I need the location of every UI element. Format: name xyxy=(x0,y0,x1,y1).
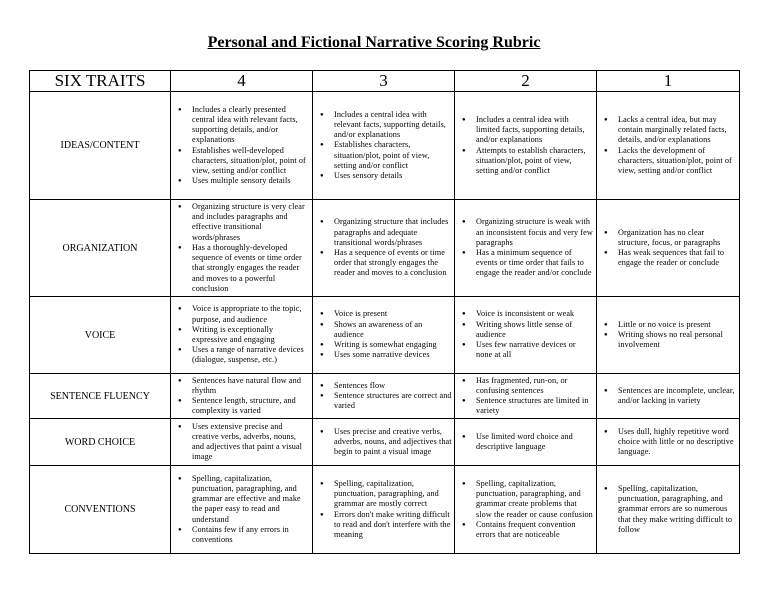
criterion-item: ● Organizing structure that includes paragraphs and adequate transitional words/phrases xyxy=(334,217,452,248)
criterion-item: ● Organizing structure is very clear and includes paragraphs and effective transitional words/phrases xyxy=(192,202,310,243)
score-2-cell xyxy=(455,419,597,466)
criteria-list xyxy=(455,376,596,417)
criterion-item: ● Spelling, capitalization, punctuation, paragraphing, and grammar are effective and make the paper easy to read and understand xyxy=(192,474,310,525)
criterion-item: ● Establishes characters, situation/plot, point of view, setting and/or conflict xyxy=(334,140,452,171)
criterion-item: ● Shows an awareness of an audience xyxy=(334,320,452,340)
criteria-list xyxy=(313,479,454,540)
criterion-item: ● Uses few narrative devices or none at all xyxy=(476,340,594,360)
score-3-cell xyxy=(313,374,455,419)
score-3-cell xyxy=(313,92,455,200)
criterion-item: ● Has a minimum sequence of events or time order that fails to engage the reader and/or conclude xyxy=(476,248,594,279)
criterion-item: ● Writing is somewhat engaging xyxy=(334,340,452,350)
criterion-item: ● Has a thoroughly-developed sequence of events or time order that strongly engages the reader and moves to a powerful conclusion xyxy=(192,243,310,294)
score-4-cell xyxy=(171,297,313,374)
trait-label: WORD CHOICE xyxy=(30,419,171,466)
score-1-cell xyxy=(597,374,740,419)
criterion-item: ● Spelling, capitalization, punctuation, paragraphing, and grammar create problems that slow the reader or cause confusion xyxy=(476,479,594,520)
criterion-item: ● Includes a clearly presented central idea with relevant facts, supporting details, and/or explanations xyxy=(192,105,310,146)
criteria-list xyxy=(597,427,739,458)
header-score-4: 4 xyxy=(171,71,313,92)
criterion-item: ● Has fragmented, run-on, or confusing sentences xyxy=(476,376,594,396)
criteria-list xyxy=(597,484,739,535)
criterion-item: ● Contains few if any errors in conventions xyxy=(192,525,310,545)
criterion-item: ● Organization has no clear structure, focus, or paragraphs xyxy=(618,228,737,248)
score-4-cell xyxy=(171,92,313,200)
score-4-cell xyxy=(171,419,313,466)
criteria-list xyxy=(597,386,739,406)
criterion-item: ● Uses extensive precise and creative verbs, adverbs, nouns, and adjectives that paint a visual image xyxy=(192,422,310,463)
score-1-cell xyxy=(597,200,740,297)
rubric-row xyxy=(30,374,740,419)
criteria-list xyxy=(313,309,454,360)
scoring-rubric-table xyxy=(29,70,740,554)
score-1-cell xyxy=(597,466,740,554)
criteria-list xyxy=(313,427,454,458)
header-score-1: 1 xyxy=(597,71,740,92)
criteria-list xyxy=(171,304,312,365)
trait-label: VOICE xyxy=(30,297,171,374)
criterion-item: ● Uses multiple sensory details xyxy=(192,176,310,186)
criteria-list xyxy=(171,376,312,417)
criterion-item: ● Sentences have natural flow and rhythm xyxy=(192,376,310,396)
trait-label: IDEAS/CONTENT xyxy=(30,92,171,200)
score-4-cell xyxy=(171,200,313,297)
criteria-list xyxy=(313,217,454,278)
header-six-traits: SIX TRAITS xyxy=(30,71,171,92)
criteria-list xyxy=(597,115,739,176)
criterion-item: ● Includes a central idea with relevant facts, supporting details, and/or explanations xyxy=(334,110,452,141)
score-3-cell xyxy=(313,466,455,554)
criteria-list xyxy=(455,115,596,176)
criteria-list xyxy=(171,202,312,294)
criterion-item: ● Has weak sequences that fail to engage the reader or conclude xyxy=(618,248,737,268)
criteria-list xyxy=(455,479,596,540)
rubric-row xyxy=(30,466,740,554)
criteria-list xyxy=(597,228,739,269)
criterion-item: ● Establishes well-developed characters, situation/plot, point of view, setting and/or conflict xyxy=(192,146,310,177)
criterion-item: ● Spelling, capitalization, punctuation, paragraphing, and grammar errors are so numerous that they make writing difficult to follow xyxy=(618,484,737,535)
criterion-item: ● Voice is inconsistent or weak xyxy=(476,309,594,319)
score-1-cell xyxy=(597,92,740,200)
score-2-cell xyxy=(455,297,597,374)
criterion-item: ● Organizing structure is weak with an inconsistent focus and very few paragraphs xyxy=(476,217,594,248)
criterion-item: ● Uses dull, highly repetitive word choice with little or no descriptive language. xyxy=(618,427,737,458)
criterion-item: ● Little or no voice is present xyxy=(618,320,737,330)
header-score-3: 3 xyxy=(313,71,455,92)
header-score-2: 2 xyxy=(455,71,597,92)
criterion-item: ● Sentences are incomplete, unclear, and/or lacking in variety xyxy=(618,386,737,406)
score-3-cell xyxy=(313,419,455,466)
score-3-cell xyxy=(313,297,455,374)
criterion-item: ● Writing shows no real personal involvement xyxy=(618,330,737,350)
score-2-cell xyxy=(455,92,597,200)
criterion-item: ● Uses sensory details xyxy=(334,171,452,181)
criterion-item: ● Uses precise and creative verbs, adverbs, nouns, and adjectives that begin to paint a visual image xyxy=(334,427,452,458)
document-title: Personal and Fictional Narrative Scoring Rubric xyxy=(207,34,541,51)
trait-label: SENTENCE FLUENCY xyxy=(30,374,171,419)
criteria-list xyxy=(455,432,596,452)
criteria-list xyxy=(171,105,312,187)
criterion-item: ● Attempts to establish characters, situation/plot, point of view, setting and/or conflict xyxy=(476,146,594,177)
rubric-row xyxy=(30,419,740,466)
criterion-item: ● Contains frequent convention errors that are noticeable xyxy=(476,520,594,540)
score-1-cell xyxy=(597,297,740,374)
criteria-list xyxy=(455,309,596,360)
score-3-cell xyxy=(313,200,455,297)
criterion-item: ● Includes a central idea with limited facts, supporting details, and/or explanations xyxy=(476,115,594,146)
criterion-item: ● Voice is appropriate to the topic, purpose, and audience xyxy=(192,304,310,324)
rubric-row xyxy=(30,200,740,297)
criteria-list xyxy=(171,474,312,545)
criterion-item: ● Sentence length, structure, and complexity is varied xyxy=(192,396,310,416)
criterion-item: ● Errors don't make writing difficult to read and don't interfere with the meaning xyxy=(334,510,452,541)
criterion-item: ● Writing is exceptionally expressive and engaging xyxy=(192,325,310,345)
criterion-item: ● Uses some narrative devices xyxy=(334,350,452,360)
criteria-list xyxy=(313,110,454,181)
criterion-item: ● Spelling, capitalization, punctuation, paragraphing, and grammar are mostly correct xyxy=(334,479,452,510)
score-4-cell xyxy=(171,466,313,554)
trait-label: ORGANIZATION xyxy=(30,200,171,297)
score-1-cell xyxy=(597,419,740,466)
criterion-item: ● Voice is present xyxy=(334,309,452,319)
criterion-item: ● Sentence structures are limited in variety xyxy=(476,396,594,416)
criterion-item: ● Use limited word choice and descriptive language xyxy=(476,432,594,452)
rubric-row xyxy=(30,297,740,374)
criteria-list xyxy=(597,320,739,351)
criteria-list xyxy=(313,381,454,412)
criterion-item: ● Lacks a central idea, but may contain marginally related facts, details, and/or explanations xyxy=(618,115,737,146)
rubric-row xyxy=(30,92,740,200)
criterion-item: ● Writing shows little sense of audience xyxy=(476,320,594,340)
criterion-item: ● Uses a range of narrative devices (dialogue, suspense, etc.) xyxy=(192,345,310,365)
trait-label: CONVENTIONS xyxy=(30,466,171,554)
score-4-cell xyxy=(171,374,313,419)
criterion-item: ● Has a sequence of events or time order that strongly engages the reader and moves to a conclusion xyxy=(334,248,452,279)
criteria-list xyxy=(455,217,596,278)
criteria-list xyxy=(171,422,312,463)
criterion-item: ● Lacks the development of characters, situation/plot, point of view, setting and/or conflict xyxy=(618,146,737,177)
header-row xyxy=(30,71,740,92)
criterion-item: ● Sentences flow xyxy=(334,381,452,391)
score-2-cell xyxy=(455,374,597,419)
score-2-cell xyxy=(455,200,597,297)
criterion-item: ● Sentence structures are correct and varied xyxy=(334,391,452,411)
score-2-cell xyxy=(455,466,597,554)
